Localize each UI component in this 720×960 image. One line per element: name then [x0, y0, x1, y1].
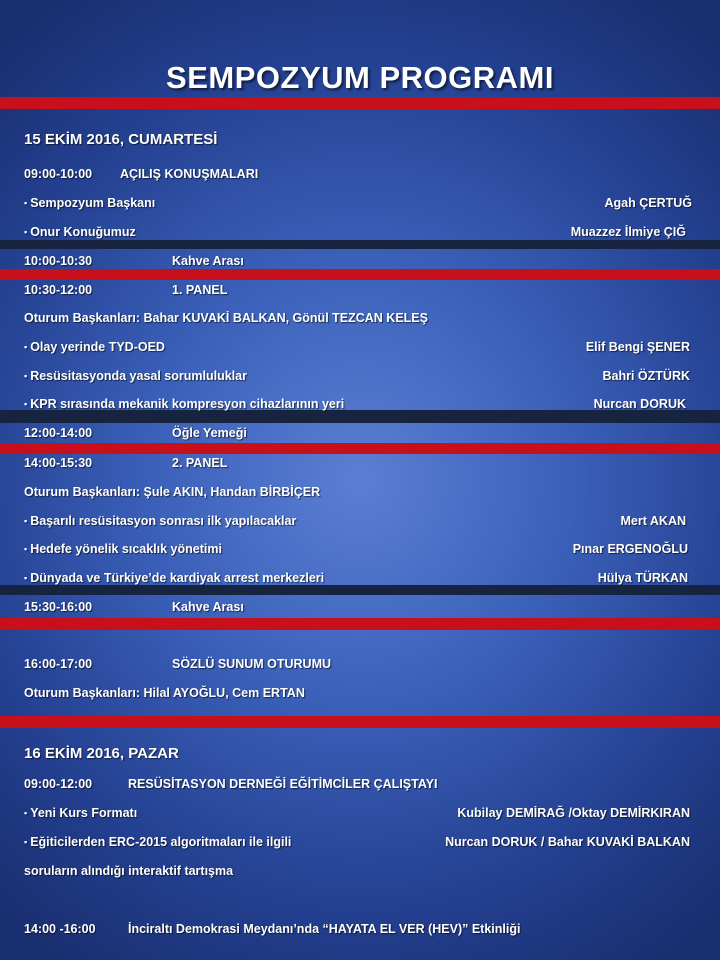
divider-band — [0, 443, 720, 454]
bullet-icon: ▪ — [24, 808, 28, 818]
bullet-icon: ▪ — [24, 573, 28, 583]
bullet-icon: ▪ — [24, 371, 28, 381]
workshop-item — [24, 835, 692, 849]
bullet-icon: ▪ — [24, 198, 28, 208]
coffee-time: 10:00-10:30 — [24, 254, 93, 268]
item-label: Hedefe yönelik sıcaklık yönetimi — [30, 542, 222, 556]
oral-session-row — [24, 657, 692, 671]
item-label: Resüsitasyonda yasal sorumluluklar — [30, 369, 247, 383]
speaker-name: Agah ÇERTUĞ — [604, 196, 692, 210]
item-label: Eğiticilerden ERC-2015 algoritmaları ile ilgili — [30, 835, 292, 849]
bullet-icon: ▪ — [24, 837, 28, 847]
speaker-name: Muazzez İlmiye ÇIĞ — [570, 225, 686, 239]
coffee-title: Kahve Arası — [172, 600, 244, 614]
bullet-icon: ▪ — [24, 399, 28, 409]
speaker-name: Hülya TÜRKAN — [597, 571, 688, 585]
divider-band — [0, 618, 720, 630]
item-label: KPR sırasında mekanik kompresyon cihazlarının yeri — [30, 397, 345, 411]
divider-band — [0, 269, 720, 280]
event-time: 14:00 -16:00 — [24, 922, 96, 936]
panel2-item — [24, 571, 692, 585]
opening-item — [24, 196, 692, 210]
oral-time: 16:00-17:00 — [24, 657, 93, 671]
oral-title: SÖZLÜ SUNUM OTURUMU — [172, 657, 332, 671]
panel2-row — [24, 456, 692, 470]
panel1-time: 10:30-12:00 — [24, 283, 93, 297]
coffee-break-row — [24, 600, 692, 614]
workshop-item-continued: soruların alındığı interaktif tartışma — [24, 864, 234, 878]
page-title: SEMPOZYUM PROGRAMI — [166, 60, 554, 95]
speaker-name: Pınar ERGENOĞLU — [572, 542, 688, 556]
bullet-icon: ▪ — [24, 342, 28, 352]
panel1-row — [24, 283, 692, 297]
item-label: Onur Konuğumuz — [30, 225, 136, 239]
lunch-row — [24, 426, 692, 440]
divider-band — [0, 410, 720, 423]
lunch-title: Öğle Yemeği — [172, 426, 247, 440]
panel1-item — [24, 369, 692, 383]
opening-time: 09:00-10:00 — [24, 167, 93, 181]
coffee-break-row — [24, 254, 692, 268]
panel2-chairs: Oturum Başkanları: Şule AKIN, Handan BİRBİÇER — [24, 485, 321, 499]
bullet-icon: ▪ — [24, 544, 28, 554]
panel2-time: 14:00-15:30 — [24, 456, 93, 470]
workshop-row — [24, 777, 692, 791]
speaker-name: Elif Bengi ŞENER — [585, 340, 690, 354]
opening-title: AÇILIŞ KONUŞMALARI — [120, 167, 259, 181]
panel2-title: 2. PANEL — [172, 456, 228, 470]
speaker-name: Nurcan DORUK / Bahar KUVAKİ BALKAN — [445, 835, 690, 849]
divider-band — [0, 585, 720, 595]
bullet-icon: ▪ — [24, 227, 28, 237]
panel1-title: 1. PANEL — [172, 283, 228, 297]
speaker-name: Bahri ÖZTÜRK — [602, 369, 690, 383]
divider-band — [0, 716, 720, 728]
panel1-item — [24, 397, 692, 411]
coffee-title: Kahve Arası — [172, 254, 244, 268]
panel1-chairs: Oturum Başkanları: Bahar KUVAKİ BALKAN, Gönül TEZCAN KELEŞ — [24, 311, 428, 325]
bullet-icon: ▪ — [24, 516, 28, 526]
event-title: İnciraltı Demokrasi Meydanı’nda “HAYATA EL VER (HEV)” Etkinliği — [128, 922, 521, 936]
workshop-item — [24, 806, 692, 820]
divider-band — [0, 97, 720, 109]
lunch-time: 12:00-14:00 — [24, 426, 93, 440]
oral-chairs: Oturum Başkanları: Hilal AYOĞLU, Cem ERTAN — [24, 686, 305, 700]
coffee-time: 15:30-16:00 — [24, 600, 93, 614]
speaker-name: Mert AKAN — [620, 514, 686, 528]
item-label: Yeni Kurs Formatı — [30, 806, 138, 820]
panel2-item — [24, 542, 692, 556]
opening-item — [24, 225, 692, 239]
item-label: Olay yerinde TYD-OED — [30, 340, 165, 354]
speaker-name: Nurcan DORUK — [593, 397, 686, 411]
day1-heading: 15 EKİM 2016, CUMARTESİ — [24, 131, 218, 148]
panel2-item — [24, 514, 692, 528]
speaker-name: Kubilay DEMİRAĞ /Oktay DEMİRKIRAN — [457, 806, 690, 820]
event-row — [24, 922, 692, 936]
day2-heading: 16 EKİM 2016, PAZAR — [24, 745, 179, 762]
item-label: Başarılı resüsitasyon sonrası ilk yapılacaklar — [30, 514, 297, 528]
item-label: Sempozyum Başkanı — [30, 196, 156, 210]
opening-row — [24, 167, 692, 181]
workshop-time: 09:00-12:00 — [24, 777, 93, 791]
divider-band — [0, 240, 720, 249]
workshop-title: RESÜSİTASYON DERNEĞİ EĞİTİMCİLER ÇALIŞTAYI — [128, 777, 438, 791]
item-label: Dünyada ve Türkiye’de kardiyak arrest merkezleri — [30, 571, 325, 585]
panel1-item — [24, 340, 692, 354]
